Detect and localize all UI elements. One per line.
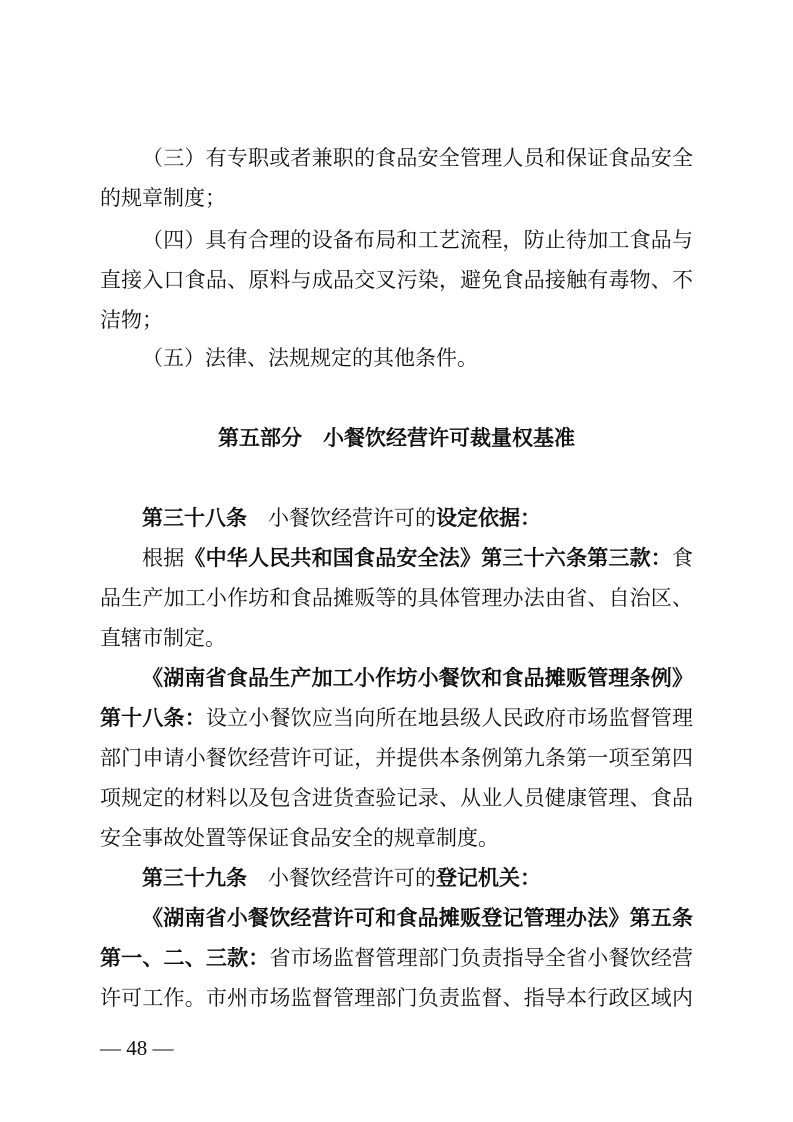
article-38-number: 第三十八条 — [142, 505, 247, 530]
condition-3-line-2: 的规章制度； — [100, 186, 226, 210]
article-38-basis-2-source: 《湖南省食品生产加工小作坊小餐饮和食品摊贩管理条例》 — [142, 665, 693, 690]
section-heading: 第五部分 小餐饮经营许可裁量权基准 — [218, 425, 575, 450]
article-38-basis-1-line-2: 品生产加工小作坊和食品摊贩等的具体管理办法由省、自治区、 — [100, 586, 693, 610]
article-38-basis-1-line-1 — [142, 538, 693, 578]
article-38-heading — [142, 498, 693, 538]
article-38-title-plain: 小餐饮经营许可的 — [268, 506, 436, 530]
article-39-title-plain: 小餐饮经营许可的 — [268, 866, 436, 890]
article-38-basis-2-line-4: 安全事故处置等保证食品安全的规章制度。 — [100, 826, 499, 850]
article-38-basis-1-line-3: 直辖市制定。 — [100, 626, 226, 650]
condition-3-line-1: （三）有专职或者兼职的食品安全管理人员和保证食品安全 — [142, 146, 693, 170]
article-38-basis-1-source: 《中华人民共和国食品安全法》第三十六条第三款： — [184, 545, 673, 570]
condition-5-line-1: （五）法律、法规规定的其他条件。 — [142, 346, 478, 370]
article-39-basis-1-line-2: 许可工作。市州市场监督管理部门负责监督、指导本行政区域内 — [100, 986, 693, 1010]
article-38-basis-2-line-2: 部门申请小餐饮经营许可证，并提供本条例第九条第一项至第四 — [100, 746, 693, 770]
article-39-basis-1-clause: 第一、二、三款： — [100, 945, 270, 970]
article-38-title-bold: 设定依据： — [436, 505, 541, 530]
article-39-heading — [142, 858, 693, 898]
condition-4-line-1: （四）具有合理的设备布局和工艺流程，防止待加工食品与 — [142, 228, 693, 252]
condition-4-line-2: 直接入口食品、原料与成品交叉污染，避免食品接触有毒物、不 — [100, 268, 693, 292]
page-number: — 48 — — [100, 1036, 174, 1060]
condition-4-line-3: 洁物； — [100, 308, 163, 332]
article-39-basis-1-line-1 — [100, 938, 693, 978]
article-38-basis-2-line-3: 项规定的材料以及包含进货查验记录、从业人员健康管理、食品 — [100, 786, 693, 810]
article-38-basis-1-lead: 根据 — [142, 546, 185, 570]
article-38-basis-2-text: 设立小餐饮应当向所在地县级人民政府市场监督管理 — [205, 706, 693, 730]
article-39-basis-1-source: 《湖南省小餐饮经营许可和食品摊贩登记管理办法》第五条 — [142, 905, 693, 930]
article-38-basis-1-text: 食 — [672, 546, 693, 570]
article-38-basis-2-line-1 — [100, 698, 693, 738]
article-39-basis-1-text: 省市场监督管理部门负责指导全省小餐饮经营 — [269, 946, 693, 970]
article-39-title-bold: 登记机关： — [436, 865, 541, 890]
article-39-number: 第三十九条 — [142, 865, 247, 890]
article-38-basis-2-clause: 第十八条： — [100, 705, 206, 730]
